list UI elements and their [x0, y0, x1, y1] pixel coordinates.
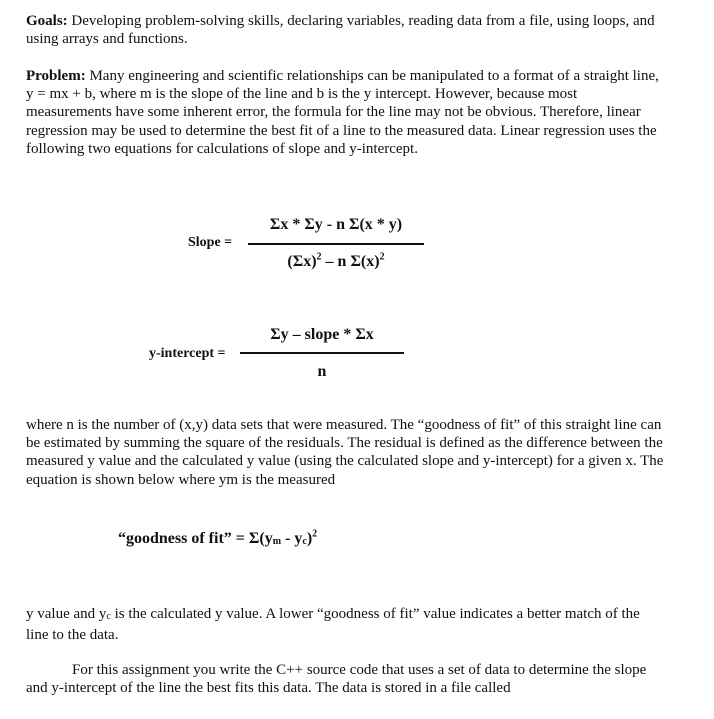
gof-rhs: )	[306, 530, 313, 547]
goals-text: Developing problem-solving skills, declaring variables, reading data from a file, using loops, and using arrays and functions.	[26, 13, 655, 48]
residual-paragraph: where n is the number of (x,y) data sets that were measured. The “goodness of fit” of this straight line can be estimated by summing the square of the residuals. The residual is defined as the difference between the measured y value and the calculated y value (using the calculated slope and y-intercept) for a given x. The equation is shown below where ym is the measured	[26, 417, 664, 488]
para-y-rest: is the calculated y value. A lower “goodness of fit” value indicates a better match of the line to the data.	[26, 606, 640, 644]
slope-numerator: Σx * Σy - n Σ(x * y)	[269, 216, 403, 233]
slope-den-part-b: – n Σ(x)	[321, 253, 380, 270]
slope-den-part-a: (Σx)	[287, 253, 317, 270]
para-y-sub-c: c	[106, 611, 111, 622]
slope-denominator	[248, 253, 424, 271]
yintercept-fraction-bar	[240, 352, 404, 354]
yintercept-equation-label: y-intercept =	[149, 346, 226, 361]
assignment-paragraph: For this assignment you write the C++ source code that uses a set of data to determine the slope and y-intercept of the line the best fits this data. The data is stored in a file called	[26, 662, 647, 697]
goodness-of-fit-equation	[118, 530, 317, 551]
gof-mid: - y	[281, 530, 303, 547]
gof-sub-m: m	[272, 536, 282, 547]
goodness-explanation-paragraph	[26, 605, 666, 644]
goals-label: Goals:	[26, 13, 68, 29]
problem-text: Many engineering and scientific relationships can be manipulated to a format of a straight line, y = mx + b, where m is the slope of the line and b is the y intercept. However, because most measurements have some inherent error, the formula for the line may not be obvious. Therefore, linear regression may be used to determine the best fit of a line to the measured data. Linear regression uses the following two equations for calculations of slope and y-intercept.	[26, 68, 659, 157]
gof-exp: 2	[312, 528, 318, 540]
yintercept-denominator: n	[317, 363, 327, 380]
para-y-start: y value and y	[26, 606, 107, 622]
slope-fraction-bar	[248, 243, 424, 245]
slope-equation-label: Slope =	[188, 235, 233, 250]
slope-den-exp-a: 2	[316, 251, 322, 263]
slope-den-exp-b: 2	[379, 251, 385, 263]
yintercept-numerator: Σy – slope * Σx	[270, 326, 374, 343]
goals-paragraph	[26, 12, 666, 48]
problem-label: Problem:	[26, 68, 86, 84]
gof-lhs: “goodness of fit” = Σ(y	[118, 530, 273, 547]
gof-sub-c: c	[302, 536, 307, 547]
problem-paragraph	[26, 67, 666, 158]
